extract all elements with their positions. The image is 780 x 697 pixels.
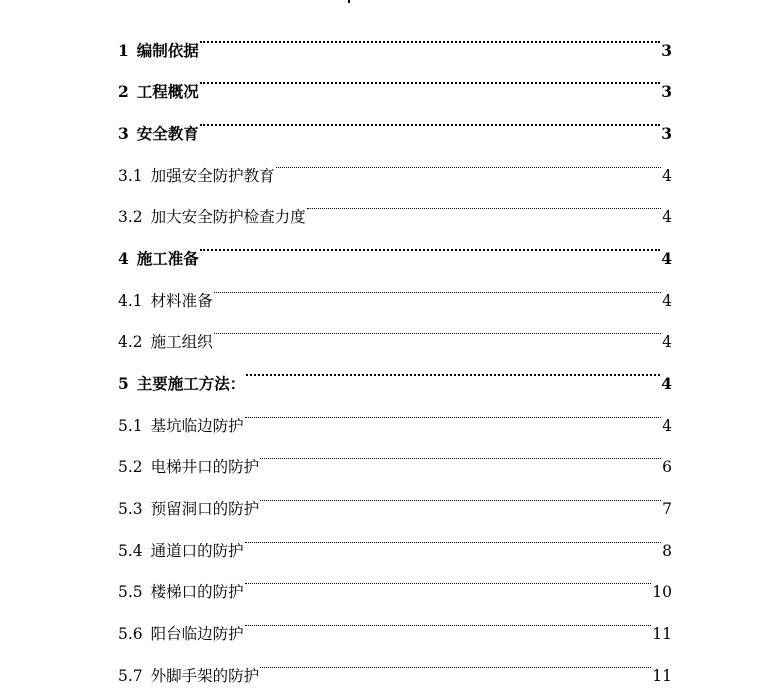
toc-entry[interactable] (118, 56, 672, 98)
toc-dot-leader (245, 514, 661, 556)
toc-entry[interactable] (118, 222, 672, 264)
toc-dot-leader (200, 222, 660, 264)
toc-entry-page: 8 (662, 531, 672, 573)
toc-entry-number: 4.1 (118, 281, 151, 323)
toc-dot-leader (214, 264, 661, 306)
toc-dot-leader (200, 14, 660, 56)
toc-entry-page: 11 (652, 656, 672, 697)
toc-entry-page: 3 (661, 113, 672, 155)
toc-entry-page: 4 (662, 322, 672, 364)
toc-dot-leader (260, 431, 661, 473)
page-edge-mark (348, 0, 350, 3)
toc-entry-page: 11 (652, 614, 672, 656)
toc-entry-number: 5.2 (118, 447, 151, 489)
toc-entry-title: 材料准备 (151, 281, 213, 323)
toc-entry-number: 5.3 (118, 489, 151, 531)
toc-dot-leader (246, 347, 660, 389)
toc-entry-page: 7 (662, 489, 672, 531)
toc-entry-number: 5.5 (118, 572, 151, 614)
toc-entry[interactable] (118, 264, 672, 306)
toc-entry-title: 加大安全防护检查力度 (151, 197, 306, 239)
toc-entry-number: 1 (118, 30, 137, 72)
toc-entry-title: 加强安全防护教育 (151, 156, 275, 198)
toc-dot-leader (260, 472, 661, 514)
toc-entry[interactable] (118, 139, 672, 181)
toc-entry-title: 编制依据 (137, 30, 199, 72)
toc-entry-number: 5.6 (118, 614, 151, 656)
table-of-contents (118, 14, 672, 681)
toc-entry-page: 3 (661, 71, 672, 113)
toc-dot-leader (245, 556, 652, 598)
toc-entry-title: 预留洞口的防护 (151, 489, 260, 531)
toc-entry[interactable] (118, 97, 672, 139)
toc-entry-number: 2 (118, 71, 137, 113)
toc-entry-number: 5.7 (118, 656, 151, 697)
toc-dot-leader (276, 139, 661, 181)
toc-entry-page: 3 (661, 30, 672, 72)
toc-dot-leader (245, 389, 661, 431)
toc-entry-number: 5.4 (118, 531, 151, 573)
toc-entry-number: 5.1 (118, 406, 151, 448)
toc-entry-page: 4 (662, 406, 672, 448)
toc-entry-title: 主要施工方法： (137, 363, 246, 405)
toc-dot-leader (200, 97, 660, 139)
toc-entry-title: 工程概况 (137, 71, 199, 113)
toc-entry[interactable] (118, 14, 672, 56)
toc-entry-title: 施工组织 (151, 322, 213, 364)
toc-entry-title: 施工准备 (137, 238, 199, 280)
toc-dot-leader (307, 181, 661, 223)
toc-entry-title: 电梯井口的防护 (151, 447, 260, 489)
toc-entry-number: 4 (118, 238, 137, 280)
toc-entry-page: 4 (661, 238, 672, 280)
toc-entry-number: 4.2 (118, 322, 151, 364)
toc-entry-page: 4 (661, 363, 672, 405)
toc-entry-title: 通道口的防护 (151, 531, 244, 573)
toc-dot-leader (245, 597, 652, 639)
toc-entry-number: 3.1 (118, 156, 151, 198)
toc-dot-leader (260, 639, 651, 681)
toc-entry-page: 4 (662, 281, 672, 323)
toc-entry-number: 5 (118, 363, 137, 405)
toc-entry-title: 阳台临边防护 (151, 614, 244, 656)
toc-entry-number: 3.2 (118, 197, 151, 239)
toc-entry-page: 6 (662, 447, 672, 489)
toc-entry-number: 3 (118, 113, 137, 155)
toc-entry-page: 4 (662, 156, 672, 198)
toc-entry-title: 安全教育 (137, 113, 199, 155)
toc-entry-page: 10 (652, 572, 672, 614)
toc-dot-leader (214, 306, 661, 348)
toc-entry-title: 楼梯口的防护 (151, 572, 244, 614)
toc-entry-title: 基坑临边防护 (151, 406, 244, 448)
toc-entry-page: 4 (662, 197, 672, 239)
toc-dot-leader (200, 56, 660, 98)
toc-entry-title: 外脚手架的防护 (151, 656, 260, 697)
